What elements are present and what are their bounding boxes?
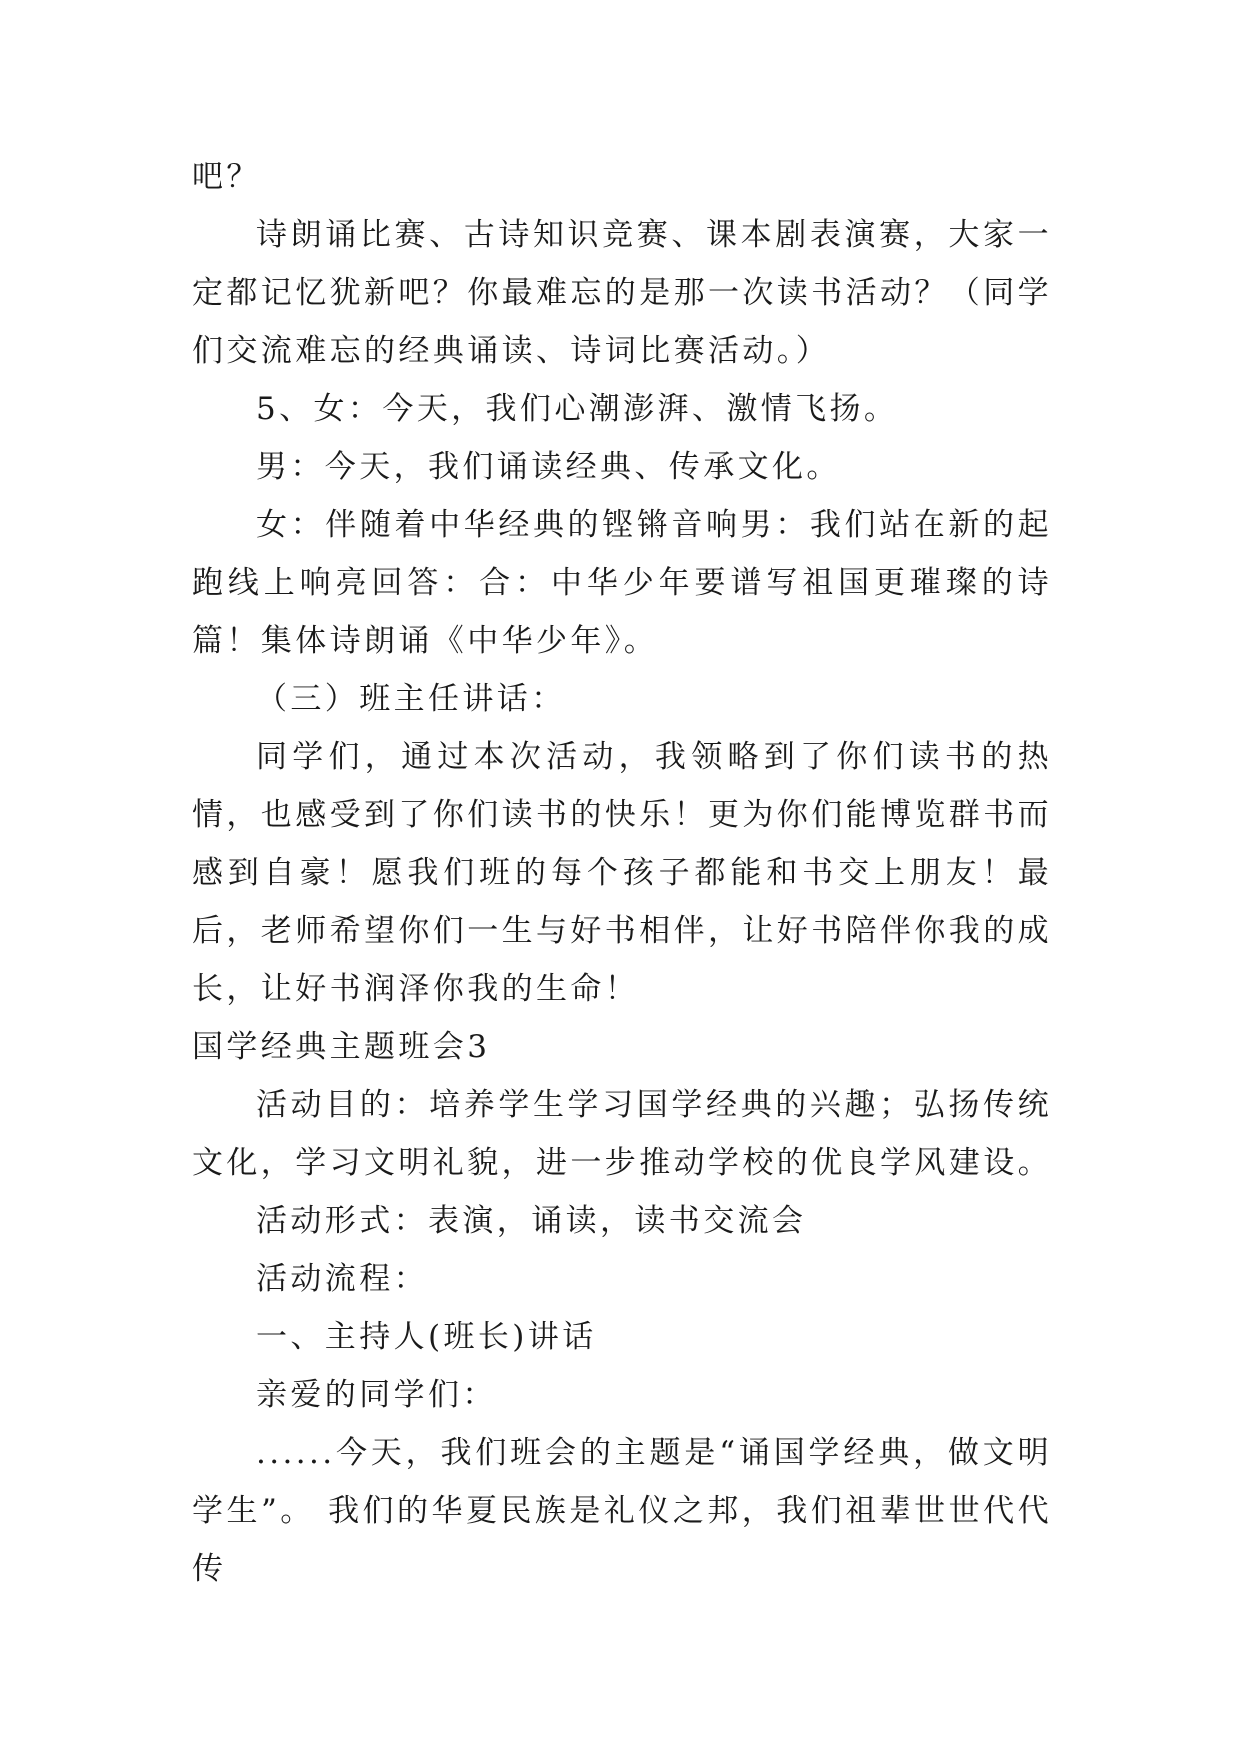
paragraph: ......今天，我们班会的主题是“诵国学经典，做文明学生”。 我们的华夏民族是礼仪之邦，我们祖辈世世代代传 (192, 1435, 1052, 1587)
document-title: 国学经典主题班会3 (192, 1029, 491, 1065)
paragraph: 男：今天，我们诵读经典、传承文化。 (256, 449, 841, 485)
paragraph: 活动形式：表演，诵读，读书交流会 (256, 1203, 807, 1239)
paragraph: 5、女：今天，我们心潮澎湃、激情飞扬。 (256, 391, 899, 427)
paragraph: 活动流程： (256, 1261, 428, 1297)
paragraph: 亲爱的同学们： (256, 1377, 497, 1413)
section-heading: 一、主持人(班长)讲话 (256, 1319, 597, 1355)
paragraph: 诗朗诵比赛、古诗知识竞赛、课本剧表演赛，大家一定都记忆犹新吧？你最难忘的是那一次读书活动？（同学们交流难忘的经典诵读、诗词比赛活动。） (192, 217, 1052, 369)
document-body (192, 148, 1052, 1598)
paragraph: 吧？ (192, 159, 261, 195)
section-heading: （三）班主任讲话： (256, 681, 566, 717)
paragraph: 同学们，通过本次活动，我领略到了你们读书的热情，也感受到了你们读书的快乐！更为你们能博览群书而感到自豪！愿我们班的每个孩子都能和书交上朋友！最后，老师希望你们一生与好书相伴，让好书陪伴你我的成长，让好书润泽你我的生命！ (192, 739, 1052, 1007)
paragraph: 女：伴随着中华经典的铿锵音响男：我们站在新的起跑线上响亮回答：合：中华少年要谱写祖国更璀璨的诗篇！集体诗朗诵《中华少年》。 (192, 507, 1052, 659)
paragraph: 活动目的：培养学生学习国学经典的兴趣；弘扬传统文化，学习文明礼貌，进一步推动学校的优良学风建设。 (192, 1087, 1052, 1181)
